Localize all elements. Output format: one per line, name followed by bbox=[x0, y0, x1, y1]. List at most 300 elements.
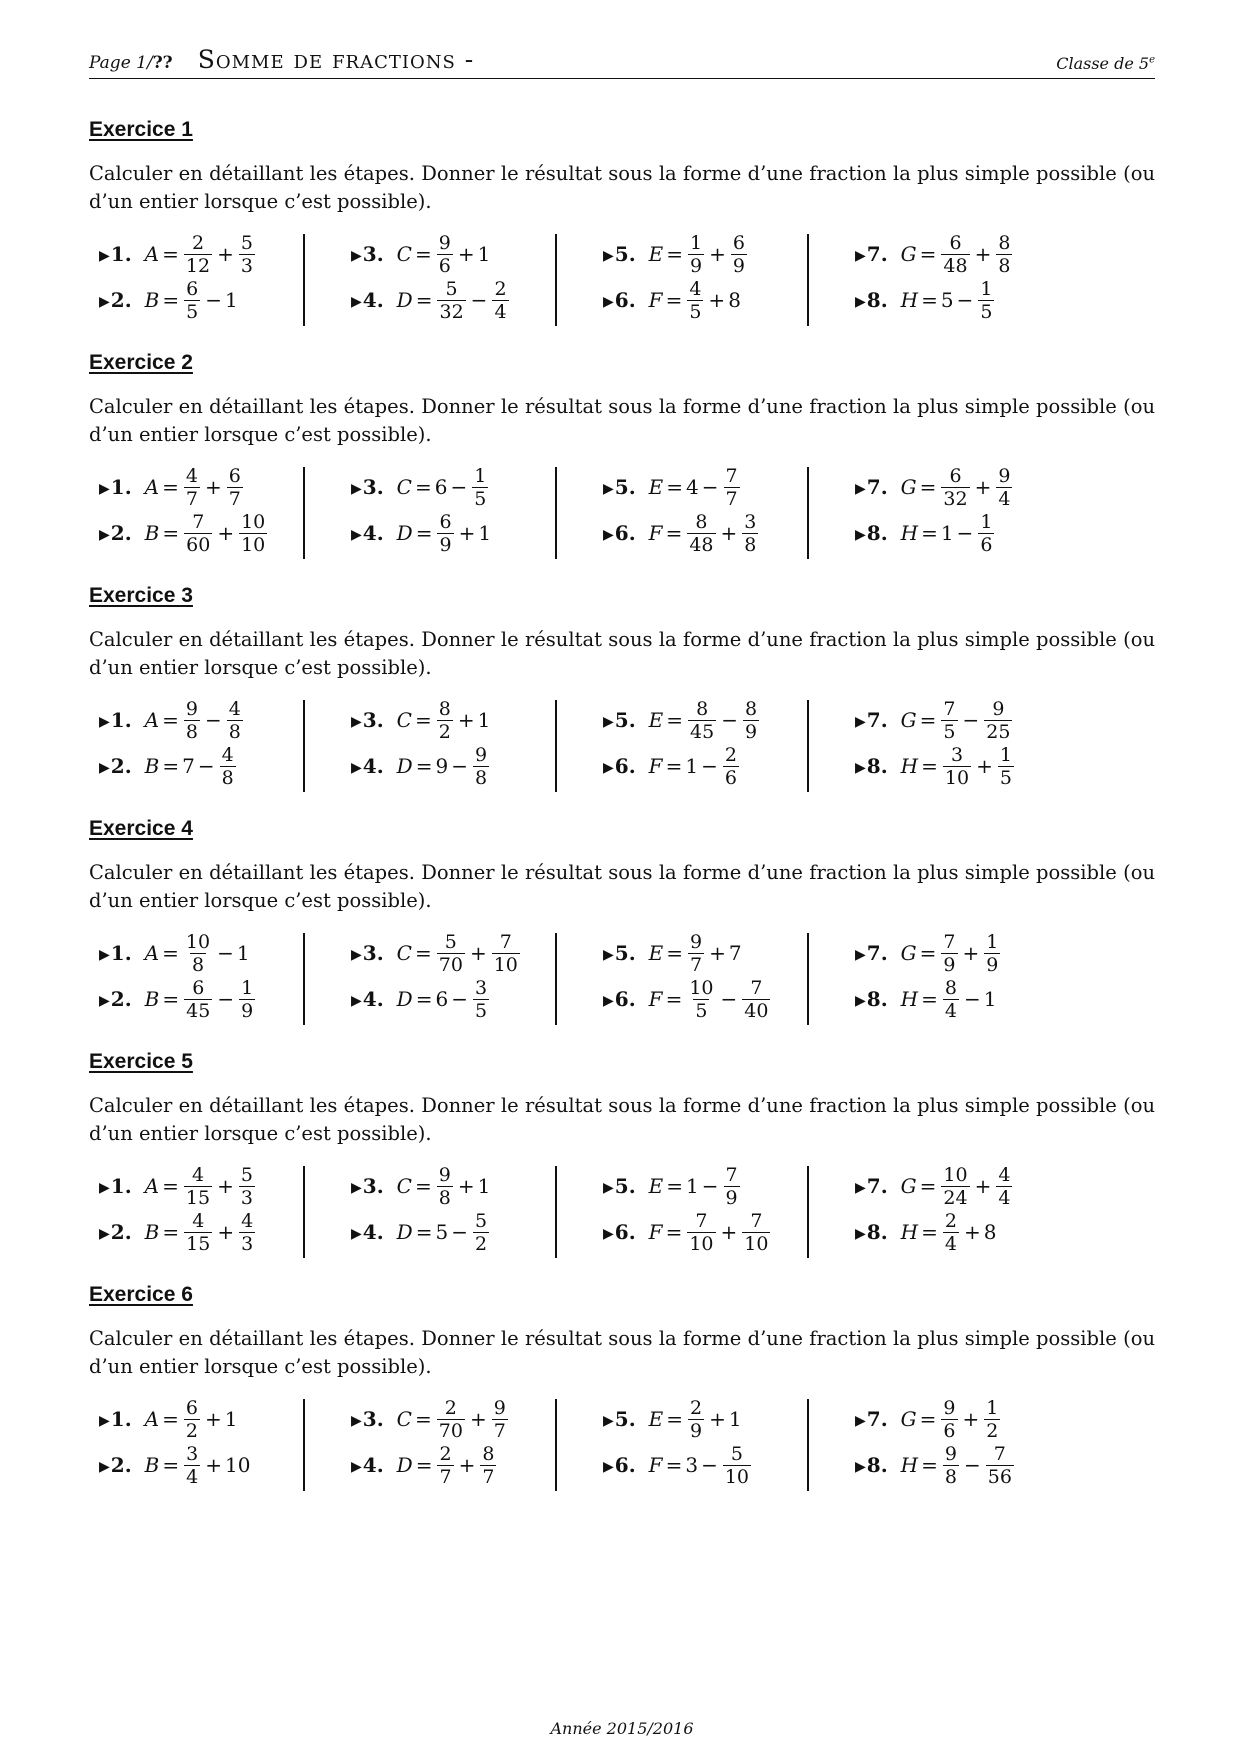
variable-name: D bbox=[396, 521, 413, 545]
denominator: 9 bbox=[690, 1419, 703, 1442]
denominator: 5 bbox=[186, 300, 199, 323]
operator: − bbox=[720, 987, 738, 1011]
triangle-bullet-icon: ▶ bbox=[351, 714, 362, 730]
problem-number bbox=[99, 475, 132, 499]
operator: − bbox=[962, 708, 980, 732]
problem-number bbox=[99, 242, 132, 266]
denominator: 9 bbox=[943, 953, 956, 976]
fraction bbox=[687, 977, 715, 1022]
fraction bbox=[941, 465, 969, 510]
operator: − bbox=[450, 475, 468, 499]
operator: + bbox=[457, 1174, 475, 1198]
equals-sign: = bbox=[919, 475, 937, 499]
fraction bbox=[724, 1164, 740, 1209]
numerator: 7 bbox=[725, 1163, 738, 1186]
fraction bbox=[239, 1210, 255, 1255]
denominator: 6 bbox=[724, 766, 737, 789]
column-separator bbox=[807, 700, 809, 792]
triangle-bullet-icon: ▶ bbox=[99, 1459, 110, 1475]
triangle-bullet-icon: ▶ bbox=[351, 527, 362, 543]
denominator: 3 bbox=[240, 254, 253, 277]
problem-item bbox=[351, 741, 491, 791]
fraction bbox=[492, 931, 520, 976]
problem-number-text: 6. bbox=[614, 754, 636, 778]
problem-number bbox=[855, 987, 888, 1011]
equals-sign: = bbox=[921, 987, 938, 1011]
variable-name: E bbox=[648, 1407, 664, 1431]
exercise-5 bbox=[89, 1050, 1155, 1305]
problem-number-text: 3. bbox=[362, 708, 384, 732]
fraction bbox=[473, 744, 489, 789]
problem-number bbox=[855, 754, 888, 778]
operator: − bbox=[701, 475, 719, 499]
denominator: 70 bbox=[438, 1419, 463, 1442]
operator: + bbox=[709, 242, 726, 266]
fraction bbox=[984, 931, 1000, 976]
denominator: 24 bbox=[943, 1186, 968, 1209]
exercise-2 bbox=[89, 351, 1155, 606]
triangle-bullet-icon: ▶ bbox=[855, 1180, 866, 1196]
triangle-bullet-icon: ▶ bbox=[855, 1459, 866, 1475]
numerator: 1 bbox=[986, 930, 999, 953]
problem-item bbox=[351, 1440, 498, 1490]
problem-number-text: 5. bbox=[614, 242, 636, 266]
fraction bbox=[437, 278, 465, 323]
fraction bbox=[688, 698, 716, 743]
document-title: Somme de fractions - bbox=[197, 45, 475, 74]
triangle-bullet-icon: ▶ bbox=[603, 294, 614, 310]
problem-number-text: 5. bbox=[614, 1407, 636, 1431]
exercise-instruction: Calculer en détaillant les étapes. Donner le résultat sous la forme d’une fraction la plus simple possible (ou d’un entier lorsque c’est possible). bbox=[89, 1327, 1155, 1378]
equals-sign: = bbox=[414, 941, 432, 965]
numerator: 3 bbox=[186, 1442, 199, 1465]
fraction bbox=[742, 977, 770, 1022]
equals-sign: = bbox=[415, 754, 433, 778]
denominator: 8 bbox=[228, 720, 241, 743]
triangle-bullet-icon: ▶ bbox=[99, 714, 110, 730]
problem-grid bbox=[89, 925, 1155, 1025]
numerator: 2 bbox=[944, 1209, 957, 1232]
fraction bbox=[473, 1210, 489, 1255]
problem-number-text: 8. bbox=[866, 987, 888, 1011]
numerator: 6 bbox=[228, 464, 241, 487]
numerator: 10 bbox=[689, 976, 714, 999]
variable-name: G bbox=[900, 1407, 917, 1431]
column-separator bbox=[807, 234, 809, 326]
problem-number-text: 1. bbox=[110, 242, 132, 266]
problem-number-text: 1. bbox=[110, 708, 132, 732]
fraction bbox=[742, 511, 758, 556]
variable-name: F bbox=[648, 754, 663, 778]
problem-item bbox=[351, 974, 491, 1024]
problem-number-text: 4. bbox=[362, 521, 384, 545]
fraction bbox=[437, 1397, 465, 1442]
fraction bbox=[184, 1397, 200, 1442]
equals-sign: = bbox=[665, 754, 683, 778]
problem-item bbox=[603, 1161, 742, 1211]
variable-name: H bbox=[900, 1453, 919, 1477]
variable-name: C bbox=[396, 475, 412, 499]
problem-number bbox=[855, 708, 888, 732]
equals-sign: = bbox=[162, 242, 179, 266]
column-separator bbox=[555, 1166, 557, 1258]
equals-sign: = bbox=[415, 288, 433, 312]
integer-term: 1 bbox=[477, 708, 491, 732]
denominator: 9 bbox=[241, 999, 254, 1022]
problem-number bbox=[351, 521, 384, 545]
fraction bbox=[437, 232, 453, 277]
denominator: 48 bbox=[689, 533, 714, 556]
problem-grid bbox=[89, 1158, 1155, 1258]
operator: + bbox=[974, 1174, 992, 1198]
problem-item bbox=[99, 462, 245, 512]
integer-term: 9 bbox=[435, 754, 449, 778]
problem-number bbox=[855, 941, 888, 965]
problem-item bbox=[99, 508, 269, 558]
numerator: 2 bbox=[494, 277, 507, 300]
problem-number-text: 7. bbox=[866, 475, 888, 499]
denominator: 32 bbox=[439, 300, 464, 323]
operator: − bbox=[197, 754, 215, 778]
variable-name: G bbox=[900, 941, 917, 965]
variable-name: B bbox=[144, 521, 160, 545]
variable-name: F bbox=[648, 521, 663, 545]
fraction bbox=[943, 1210, 959, 1255]
numerator: 4 bbox=[191, 1163, 205, 1186]
triangle-bullet-icon: ▶ bbox=[99, 294, 110, 310]
operator: + bbox=[720, 1220, 738, 1244]
equals-sign: = bbox=[919, 708, 937, 732]
numerator: 5 bbox=[240, 231, 253, 254]
numerator: 9 bbox=[185, 697, 198, 720]
denominator: 10 bbox=[493, 953, 518, 976]
problem-item bbox=[855, 462, 1014, 512]
fraction bbox=[437, 1164, 453, 1209]
triangle-bullet-icon: ▶ bbox=[855, 760, 866, 776]
problem-number bbox=[603, 941, 636, 965]
triangle-bullet-icon: ▶ bbox=[855, 947, 866, 963]
column-separator bbox=[303, 933, 305, 1025]
operator: + bbox=[217, 1220, 235, 1244]
equals-sign: = bbox=[921, 1220, 938, 1244]
numerator: 1 bbox=[980, 510, 993, 533]
equals-sign: = bbox=[919, 242, 937, 266]
triangle-bullet-icon: ▶ bbox=[855, 714, 866, 730]
fraction bbox=[984, 698, 1012, 743]
problem-item bbox=[855, 928, 1002, 978]
equals-sign: = bbox=[919, 941, 937, 965]
triangle-bullet-icon: ▶ bbox=[603, 1459, 614, 1475]
fraction bbox=[184, 511, 212, 556]
fraction bbox=[184, 1210, 212, 1255]
equals-sign: = bbox=[414, 475, 432, 499]
integer-term: 1 bbox=[983, 987, 997, 1011]
integer-term: 1 bbox=[236, 941, 250, 965]
equals-sign: = bbox=[665, 288, 683, 312]
operator: + bbox=[469, 941, 487, 965]
numerator: 6 bbox=[192, 976, 205, 999]
denominator: 7 bbox=[725, 487, 738, 510]
problem-number bbox=[351, 242, 384, 266]
equals-sign: = bbox=[921, 521, 938, 545]
exercise-title: Exercice 3 bbox=[89, 584, 193, 607]
fraction bbox=[996, 232, 1012, 277]
denominator: 3 bbox=[240, 1186, 253, 1209]
page-number-label: Page 1/ bbox=[89, 53, 153, 73]
problem-number bbox=[855, 1453, 888, 1477]
triangle-bullet-icon: ▶ bbox=[855, 294, 866, 310]
fraction bbox=[473, 977, 489, 1022]
exercise-title: Exercice 6 bbox=[89, 1283, 193, 1306]
fraction bbox=[688, 232, 704, 277]
problem-number-text: 6. bbox=[614, 987, 636, 1011]
integer-term: 1 bbox=[685, 754, 699, 778]
problem-number bbox=[855, 1220, 888, 1244]
problem-item bbox=[99, 229, 257, 279]
problem-item bbox=[99, 974, 257, 1024]
triangle-bullet-icon: ▶ bbox=[99, 947, 110, 963]
triangle-bullet-icon: ▶ bbox=[99, 1413, 110, 1429]
triangle-bullet-icon: ▶ bbox=[603, 1180, 614, 1196]
fraction bbox=[688, 1397, 704, 1442]
numerator: 1 bbox=[980, 277, 993, 300]
fraction bbox=[437, 1443, 453, 1488]
fraction bbox=[480, 1443, 496, 1488]
denominator: 60 bbox=[186, 533, 211, 556]
exercise-instruction: Calculer en détaillant les étapes. Donner le résultat sous la forme d’une fraction la plus simple possible (ou d’un entier lorsque c’est possible). bbox=[89, 395, 1155, 446]
class-label-text: Classe de 5 bbox=[1056, 54, 1150, 73]
column-separator bbox=[303, 700, 305, 792]
fraction bbox=[743, 698, 759, 743]
problem-number-text: 1. bbox=[110, 475, 132, 499]
triangle-bullet-icon: ▶ bbox=[603, 248, 614, 264]
variable-name: A bbox=[144, 475, 160, 499]
column-separator bbox=[555, 234, 557, 326]
numerator: 8 bbox=[482, 1442, 495, 1465]
problem-item bbox=[855, 1440, 1016, 1490]
problem-number bbox=[99, 941, 132, 965]
equals-sign: = bbox=[162, 987, 180, 1011]
numerator: 4 bbox=[228, 697, 241, 720]
problem-number bbox=[99, 1220, 132, 1244]
denominator: 70 bbox=[438, 953, 463, 976]
problem-item bbox=[855, 229, 1014, 279]
problem-item bbox=[351, 229, 490, 279]
operator: − bbox=[956, 288, 974, 312]
problem-number bbox=[99, 288, 132, 312]
operator: − bbox=[204, 708, 222, 732]
fraction bbox=[687, 278, 703, 323]
problem-number bbox=[351, 1174, 384, 1198]
equals-sign: = bbox=[414, 242, 432, 266]
class-label-sup: e bbox=[1149, 54, 1155, 66]
triangle-bullet-icon: ▶ bbox=[99, 481, 110, 497]
denominator: 7 bbox=[185, 487, 198, 510]
problem-item bbox=[603, 928, 742, 978]
problem-number-text: 6. bbox=[614, 1453, 636, 1477]
triangle-bullet-icon: ▶ bbox=[603, 760, 614, 776]
triangle-bullet-icon: ▶ bbox=[603, 947, 614, 963]
problem-number-text: 4. bbox=[362, 288, 384, 312]
denominator: 45 bbox=[186, 999, 211, 1022]
equals-sign: = bbox=[665, 1220, 683, 1244]
triangle-bullet-icon: ▶ bbox=[351, 248, 362, 264]
problem-number bbox=[855, 288, 888, 312]
problem-item bbox=[603, 741, 741, 791]
denominator: 6 bbox=[980, 533, 993, 556]
numerator: 4 bbox=[241, 1209, 254, 1232]
fraction bbox=[687, 1210, 715, 1255]
variable-name: G bbox=[900, 708, 917, 732]
variable-name: C bbox=[396, 941, 412, 965]
numerator: 8 bbox=[438, 697, 451, 720]
equals-sign: = bbox=[162, 521, 180, 545]
variable-name: G bbox=[900, 242, 917, 266]
problem-item bbox=[603, 229, 749, 279]
numerator: 6 bbox=[186, 277, 199, 300]
denominator: 4 bbox=[944, 1232, 957, 1255]
numerator: 5 bbox=[730, 1442, 743, 1465]
variable-name: D bbox=[396, 754, 413, 778]
equals-sign: = bbox=[921, 1453, 938, 1477]
triangle-bullet-icon: ▶ bbox=[351, 294, 362, 310]
problem-number-text: 3. bbox=[362, 475, 384, 499]
fraction bbox=[723, 744, 739, 789]
problem-number bbox=[351, 1407, 384, 1431]
numerator: 2 bbox=[690, 1396, 703, 1419]
problem-item bbox=[855, 974, 996, 1024]
column-separator bbox=[555, 1399, 557, 1491]
fraction bbox=[184, 1164, 212, 1209]
numerator: 2 bbox=[191, 231, 205, 254]
fraction bbox=[984, 1397, 1000, 1442]
denominator: 7 bbox=[228, 487, 241, 510]
operator: + bbox=[963, 1220, 981, 1244]
equals-sign: = bbox=[665, 987, 683, 1011]
operator: + bbox=[458, 1453, 476, 1477]
problem-number-text: 4. bbox=[362, 987, 384, 1011]
equals-sign: = bbox=[666, 1407, 684, 1431]
triangle-bullet-icon: ▶ bbox=[351, 993, 362, 1009]
triangle-bullet-icon: ▶ bbox=[99, 1226, 110, 1242]
page-header bbox=[89, 46, 1155, 79]
triangle-bullet-icon: ▶ bbox=[99, 1180, 110, 1196]
problem-item bbox=[855, 1394, 1002, 1444]
problem-number bbox=[603, 708, 636, 732]
problem-number bbox=[855, 1174, 888, 1198]
problem-grid bbox=[89, 1391, 1155, 1491]
problem-number bbox=[99, 521, 132, 545]
numerator: 6 bbox=[732, 231, 745, 254]
fraction bbox=[227, 698, 243, 743]
problem-number bbox=[855, 1407, 888, 1431]
equals-sign: = bbox=[415, 1220, 433, 1244]
denominator: 9 bbox=[725, 1186, 738, 1209]
denominator: 9 bbox=[690, 254, 703, 277]
numerator: 5 bbox=[240, 1163, 253, 1186]
numerator: 6 bbox=[185, 1396, 198, 1419]
variable-name: H bbox=[900, 1220, 919, 1244]
problem-item bbox=[351, 1207, 491, 1257]
variable-name: E bbox=[648, 242, 664, 266]
problem-item bbox=[99, 695, 245, 745]
fraction bbox=[996, 1164, 1012, 1209]
triangle-bullet-icon: ▶ bbox=[99, 993, 110, 1009]
denominator: 8 bbox=[438, 1186, 451, 1209]
denominator: 48 bbox=[943, 254, 968, 277]
triangle-bullet-icon: ▶ bbox=[603, 481, 614, 497]
equals-sign: = bbox=[162, 708, 179, 732]
equals-sign: = bbox=[919, 1174, 937, 1198]
triangle-bullet-icon: ▶ bbox=[351, 481, 362, 497]
fraction bbox=[184, 931, 212, 976]
problem-number-text: 8. bbox=[866, 1220, 888, 1244]
problem-number-text: 4. bbox=[362, 1453, 384, 1477]
denominator: 8 bbox=[474, 766, 488, 789]
problem-number bbox=[603, 1453, 636, 1477]
column-separator bbox=[303, 1399, 305, 1491]
problem-number bbox=[855, 475, 888, 499]
triangle-bullet-icon: ▶ bbox=[855, 248, 866, 264]
denominator: 2 bbox=[474, 1232, 488, 1255]
column-separator bbox=[555, 467, 557, 559]
equals-sign: = bbox=[414, 1174, 432, 1198]
problem-item bbox=[351, 508, 491, 558]
operator: − bbox=[217, 987, 235, 1011]
column-separator bbox=[555, 933, 557, 1025]
fraction bbox=[723, 1443, 751, 1488]
triangle-bullet-icon: ▶ bbox=[603, 527, 614, 543]
variable-name: D bbox=[396, 1220, 413, 1244]
variable-name: H bbox=[900, 288, 919, 312]
column-separator bbox=[807, 1399, 809, 1491]
fraction bbox=[724, 465, 740, 510]
variable-name: A bbox=[144, 1174, 160, 1198]
variable-name: A bbox=[144, 242, 160, 266]
integer-term: 6 bbox=[434, 475, 448, 499]
triangle-bullet-icon: ▶ bbox=[351, 1226, 362, 1242]
operator: − bbox=[963, 987, 981, 1011]
fraction bbox=[986, 1443, 1014, 1488]
denominator: 6 bbox=[438, 254, 451, 277]
problem-number-text: 3. bbox=[362, 941, 384, 965]
numerator: 4 bbox=[998, 1163, 1011, 1186]
problem-item bbox=[351, 462, 490, 512]
variable-name: B bbox=[144, 987, 160, 1011]
problem-number bbox=[351, 475, 384, 499]
fraction bbox=[492, 278, 508, 323]
problem-item bbox=[603, 508, 760, 558]
numerator: 8 bbox=[998, 231, 1011, 254]
numerator: 9 bbox=[690, 930, 703, 953]
numerator: 10 bbox=[241, 510, 266, 533]
exercise-instruction: Calculer en détaillant les étapes. Donner le résultat sous la forme d’une fraction la plus simple possible (ou d’un entier lorsque c’est possible). bbox=[89, 1094, 1155, 1145]
equals-sign: = bbox=[162, 754, 180, 778]
variable-name: B bbox=[144, 288, 160, 312]
numerator: 9 bbox=[438, 1163, 451, 1186]
operator: + bbox=[709, 1407, 726, 1431]
fraction bbox=[184, 465, 200, 510]
header-left bbox=[89, 45, 474, 74]
fraction bbox=[220, 744, 236, 789]
denominator: 8 bbox=[744, 533, 757, 556]
problem-item bbox=[99, 275, 238, 325]
triangle-bullet-icon: ▶ bbox=[351, 760, 362, 776]
numerator: 8 bbox=[695, 510, 708, 533]
operator: + bbox=[217, 521, 235, 545]
variable-name: E bbox=[648, 475, 664, 499]
problem-item bbox=[99, 1207, 257, 1257]
